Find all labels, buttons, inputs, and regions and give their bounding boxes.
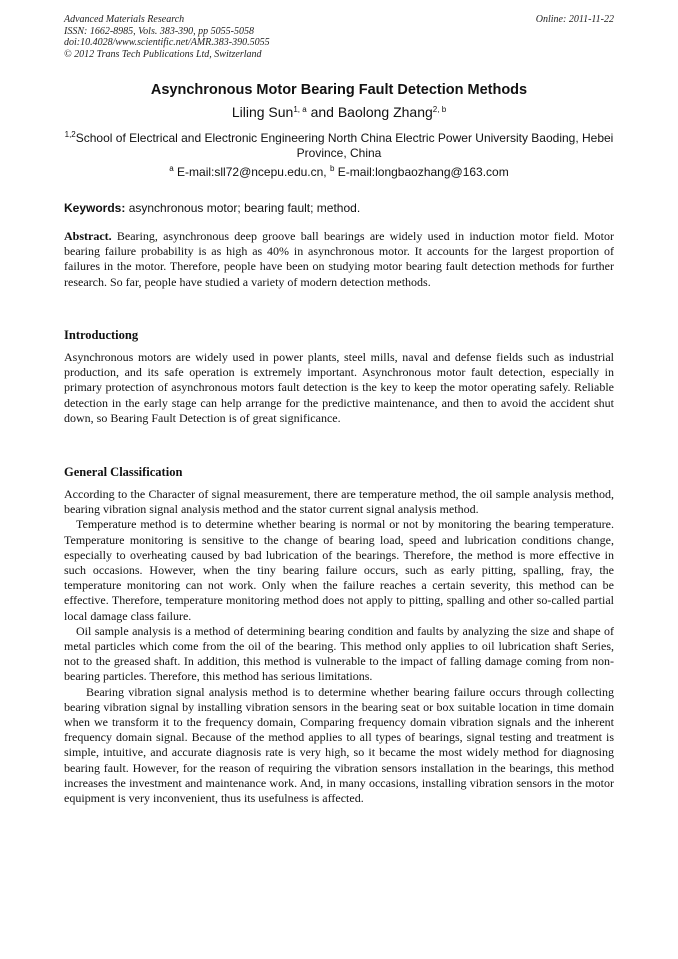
paragraph: According to the Character of signal measurement, there are temperature method, the oil sample analysis method, bearing vibration signal analysis method and the stator current signal analysis method. (64, 487, 614, 517)
publication-header (64, 14, 614, 60)
keywords-label: Keywords: (64, 201, 126, 215)
paragraph: Temperature method is to determine whether bearing is normal or not by monitoring the bearing temperature. Temperature monitoring is sensitive to the change of bearing load, speed and lubrication conditions change, especially to overheating caused by bad lubrication of the bearings. Therefore, the method is more effective in such occasions. However, when the tiny bearing failure occurs, such as early pitting, spalling, fray, the temperature monitoring can not work. Only when the failure reaches a certain severity, this method can be effective. Therefore, temperature monitoring method does not apply to pitting, spalling and other so-called partial local damage class failure. (64, 517, 614, 623)
author-superscript: 1, a (293, 105, 307, 114)
affiliation-superscript: 1,2 (64, 130, 76, 139)
author-name: Liling Sun (231, 104, 294, 120)
abstract (64, 229, 614, 290)
paragraph: Bearing vibration signal analysis method is to determine whether bearing failure occurs through collecting bearing vibration signal by installing vibration sensors in the bearing seat or box suitable location in time domain when we transform it to the frequency domain, Comparing frequency domain vibration signals and the inherent frequency domain signal. Because of the method applies to all types of bearings, signal testing and treatment is simple, intuitive, and accurate diagnosis rate is very high, so it became the most widely method for diagnosing bearing fault. However, for the reason of requiring the vibration sensors installation in the bearings, this method increases the investment and maintenance work. And, in many occasions, installing vibration sensors in the motor equipment is very inconvenient, thus its usefulness is affected. (64, 684, 614, 806)
keywords (64, 201, 614, 215)
email-b: E-mail:longbaozhang@163.com (334, 165, 509, 179)
section-heading-introduction: Introductiong (64, 328, 139, 342)
author-superscript: 2, b (432, 105, 447, 114)
section-heading-general-classification: General Classification (64, 465, 183, 479)
email-a: E-mail:sll72@ncepu.edu.cn, (173, 165, 330, 179)
email-superscript: b (329, 164, 335, 173)
author-conjunction: and (306, 104, 338, 120)
paper-title: Asynchronous Motor Bearing Fault Detection Methods (150, 82, 528, 98)
abstract-label: Abstract. (64, 229, 112, 243)
author-name: Baolong Zhang (337, 104, 433, 120)
email-line (64, 165, 614, 179)
general-classification-body (64, 487, 614, 806)
copyright-line: © 2012 Trans Tech Publications Ltd, Switzerland (64, 48, 262, 60)
keywords-text: asynchronous motor; bearing fault; method. (125, 201, 361, 215)
online-date: Online: 2011-11-22 (535, 14, 614, 25)
email-superscript: a (169, 164, 174, 173)
introduction-paragraph: Asynchronous motors are widely used in power plants, steel mills, naval and defense fields such as industrial production, and its safe operation is extremely important. Asynchronous motor fault detection, especially in primary protection of asynchronous motors fault detection is the key to keep the motor operating safely. Reliable detection in the early stage can help arrange for the predictive maintenance, and then to avoid the accident shut down, so Bearing Fault Detection is of great significance. (64, 350, 614, 425)
issn-line: ISSN: 1662-8985, Vols. 383-390, pp 5055-5058 (64, 25, 254, 37)
affiliation (64, 131, 614, 161)
abstract-text: Bearing, asynchronous deep groove ball bearings are widely used in induction motor field. Motor bearing failure probability is as high as 40% in asynchronous motor. It accounts for the largest proportion of failures in the motor. Therefore, people have been on studying motor bearing fault detection methods for further research. So far, people have studied a variety of modern detection methods. (64, 229, 614, 289)
affiliation-text: School of Electrical and Electronic Engineering North China Electric Power University Baoding, Hebei Province, China (75, 131, 614, 160)
author-line (64, 104, 614, 120)
journal-name: Advanced Materials Research (64, 14, 185, 25)
doi-line: doi:10.4028/www.scientific.net/AMR.383-390.5055 (64, 37, 270, 48)
paragraph: Oil sample analysis is a method of determining bearing condition and faults by analyzing the size and shape of metal particles which come from the oil of the bearing. This method only applies to oil lubrication shaft Series, not to the greased shaft. In addition, this method is vulnerable to the impact of falling damage coming from non-bearing particles. Therefore, this method has serious limitations. (64, 623, 614, 684)
